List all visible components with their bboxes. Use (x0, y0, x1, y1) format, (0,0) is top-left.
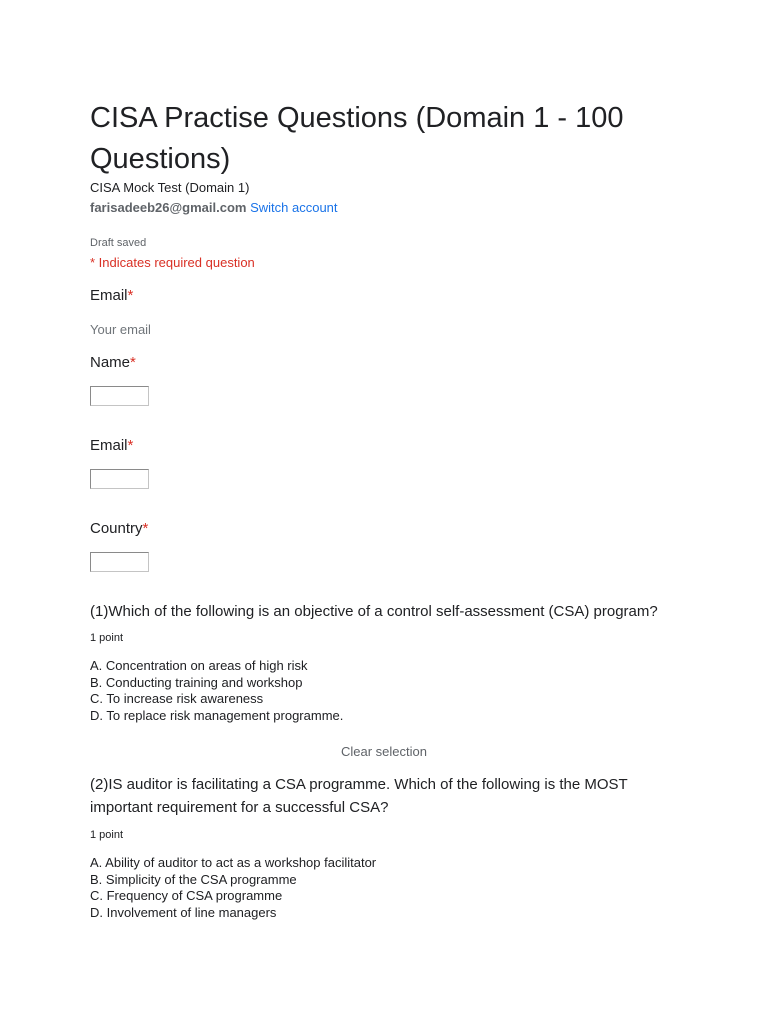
question-2-option-c[interactable]: C. Frequency of CSA programme (90, 888, 283, 904)
question-1-option-d[interactable]: D. To replace risk management programme. (90, 708, 344, 724)
account-line (90, 200, 338, 216)
form-description: CISA Mock Test (Domain 1) (90, 180, 250, 195)
required-note: * Indicates required question (90, 255, 255, 270)
required-star: * (130, 354, 136, 371)
question-1-options (90, 658, 343, 725)
email-signin-label-text: Email (90, 287, 128, 304)
form-title: CISA Practise Questions (Domain 1 - 100 Questions) (90, 102, 624, 175)
question-1-option-a[interactable]: A. Concentration on areas of high risk (90, 658, 308, 673)
email-signin-placeholder: Your email (90, 322, 151, 337)
question-1-option-b[interactable]: B. Conducting training and workshop (90, 674, 303, 690)
question-2-options (90, 855, 376, 922)
name-label-text: Name (90, 354, 131, 371)
draft-status: Draft saved (90, 237, 147, 249)
clear-selection-button[interactable]: Clear selection (341, 744, 427, 759)
required-star: * (127, 287, 134, 304)
question-2-option-d[interactable]: D. Involvement of line managers (90, 905, 277, 921)
switch-account-link[interactable]: Switch account (250, 200, 338, 215)
email-input[interactable] (90, 469, 149, 489)
question-2-points: 1 point (90, 829, 124, 841)
country-label-text: Country (90, 520, 143, 537)
question-2-option-b[interactable]: B. Simplicity of the CSA programme (90, 871, 297, 887)
country-label (90, 520, 148, 538)
question-1-option-c[interactable]: C. To increase risk awareness (90, 691, 264, 707)
account-email: farisadeeb26@gmail.com (90, 200, 247, 215)
question-1-text: (1)Which of the following is an objective of a control self-assessment (CSA) program? (90, 603, 658, 620)
question-1-points: 1 point (90, 632, 124, 644)
name-label (90, 354, 136, 372)
email-label-text: Email (90, 437, 128, 454)
question-2-option-a[interactable]: A. Ability of auditor to act as a workshop facilitator (90, 855, 377, 870)
name-input[interactable] (90, 386, 149, 406)
required-star: * (142, 520, 149, 537)
email-signin-label (90, 287, 133, 305)
email-label (90, 437, 133, 455)
required-star: * (127, 437, 134, 454)
country-input[interactable] (90, 552, 149, 572)
question-2-text: (2)IS auditor is facilitating a CSA programme. Which of the following is the MOST important requirement for a successful CSA? (90, 776, 628, 816)
